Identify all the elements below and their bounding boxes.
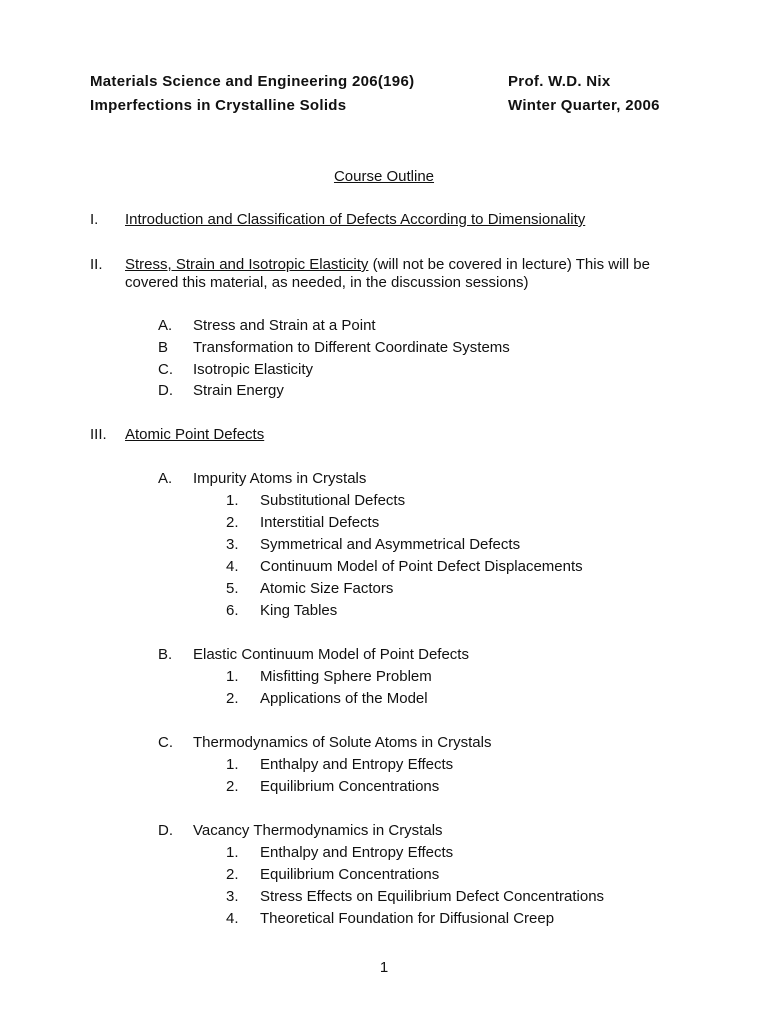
term: Winter Quarter, 2006 — [508, 97, 660, 114]
item-text: Transformation to Different Coordinate Systems — [193, 339, 510, 356]
section-title: Atomic Point Defects — [125, 426, 265, 443]
subitem-number: 1. — [226, 844, 239, 861]
item-text: Elastic Continuum Model of Point Defects — [193, 646, 469, 663]
professor-name: Prof. W.D. Nix — [508, 73, 611, 90]
item-label: D. — [158, 382, 173, 399]
subitem-text: Substitutional Defects — [260, 492, 406, 509]
item-label: B. — [158, 646, 173, 663]
item-text: Thermodynamics of Solute Atoms in Crystals — [193, 734, 492, 751]
subitem-number: 2. — [226, 866, 239, 883]
subitem-number: 2. — [226, 690, 239, 707]
subitem-number: 4. — [226, 910, 239, 927]
section-title: Stress, Strain and Isotropic Elasticity — [125, 256, 369, 273]
item-label: A. — [158, 317, 173, 334]
item-text: Isotropic Elasticity — [193, 361, 314, 378]
subitem-number: 1. — [226, 668, 239, 685]
subitem-number: 2. — [226, 778, 239, 795]
section-number: I. — [90, 211, 99, 228]
subitem-text: Stress Effects on Equilibrium Defect Concentrations — [260, 888, 605, 905]
subitem-text: Interstitial Defects — [260, 514, 380, 531]
subitem-text: Equilibrium Concentrations — [260, 778, 440, 795]
subitem-number: 6. — [226, 602, 239, 619]
subitem-number: 1. — [226, 756, 239, 773]
item-label: D. — [158, 822, 173, 839]
subitem-number: 1. — [226, 492, 239, 509]
subitem-text: Symmetrical and Asymmetrical Defects — [260, 536, 521, 553]
subitem-text: Equilibrium Concentrations — [260, 866, 440, 883]
section-number: III. — [90, 426, 107, 443]
subitem-number: 5. — [226, 580, 239, 597]
subitem-text: Enthalpy and Entropy Effects — [260, 844, 454, 861]
subitem-number: 2. — [226, 514, 239, 531]
subitem-text: Misfitting Sphere Problem — [260, 668, 432, 685]
subitem-number: 3. — [226, 888, 239, 905]
page-number: 1 — [379, 959, 389, 976]
subitem-number: 4. — [226, 558, 239, 575]
course-subject: Imperfections in Crystalline Solids — [90, 97, 347, 114]
item-text: Stress and Strain at a Point — [193, 317, 376, 334]
item-label: B — [158, 339, 169, 356]
section-number: II. — [90, 256, 103, 273]
item-text: Impurity Atoms in Crystals — [193, 470, 367, 487]
section-title: Introduction and Classification of Defects According to Dimensionality — [125, 211, 586, 228]
subitem-text: Theoretical Foundation for Diffusional Creep — [260, 910, 555, 927]
item-label: C. — [158, 734, 173, 751]
section-note: (will not be covered in lecture) This will be covered this material, as needed, in the discussion sessions) — [125, 256, 650, 291]
item-label: A. — [158, 470, 173, 487]
section-paragraph — [125, 256, 685, 292]
subitem-text: Atomic Size Factors — [260, 580, 394, 597]
course-name: Materials Science and Engineering 206(196) — [90, 73, 415, 90]
subitem-text: Applications of the Model — [260, 690, 428, 707]
subitem-text: Continuum Model of Point Defect Displacements — [260, 558, 583, 575]
item-text: Vacancy Thermodynamics in Crystals — [193, 822, 443, 839]
item-label: C. — [158, 361, 173, 378]
subitem-number: 3. — [226, 536, 239, 553]
subitem-text: King Tables — [260, 602, 338, 619]
page-title: Course Outline — [333, 168, 435, 185]
subitem-text: Enthalpy and Entropy Effects — [260, 756, 454, 773]
item-text: Strain Energy — [193, 382, 284, 399]
